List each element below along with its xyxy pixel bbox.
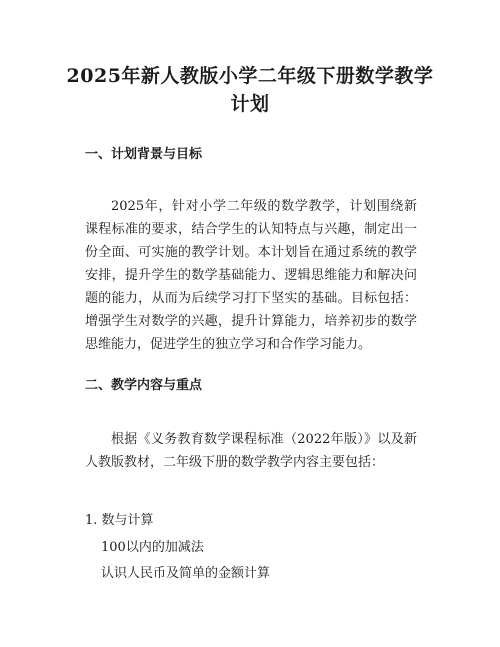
section-paragraph-background-goals: 2025年，针对小学二年级的数学教学，计划围绕新课程标准的要求，结合学生的认知特点与兴趣，制定出一份全面、可实施的教学计划。本计划旨在通过系统的教学安排，提升学生的数学基础能力、逻辑思维能力和解决问题的能力，从而为后续学习打下坚实的基础。目标包括：增强学生对数学的兴趣，提升计算能力，培养初步的数学思维能力，促进学生的独立学习和合作学习能力。 <box>85 199 417 352</box>
list-item: 100以内的加减法 <box>101 540 204 555</box>
section-paragraph-content-focus: 根据《义务教育数学课程标准（2022年版）》以及新人教版教材，二年级下册的数学教学内容主要包括： <box>85 432 417 470</box>
list-item: 认识人民币及简单的金额计算 <box>101 566 271 581</box>
list-title-number-calculation: 1. 数与计算 <box>85 513 154 528</box>
section-heading-content-focus: 二、教学内容与重点 <box>85 378 203 393</box>
section-heading-background-goals: 一、计划背景与目标 <box>85 147 203 162</box>
document-title: 2025年新人教版小学二年级下册数学教学计划 <box>66 65 434 115</box>
